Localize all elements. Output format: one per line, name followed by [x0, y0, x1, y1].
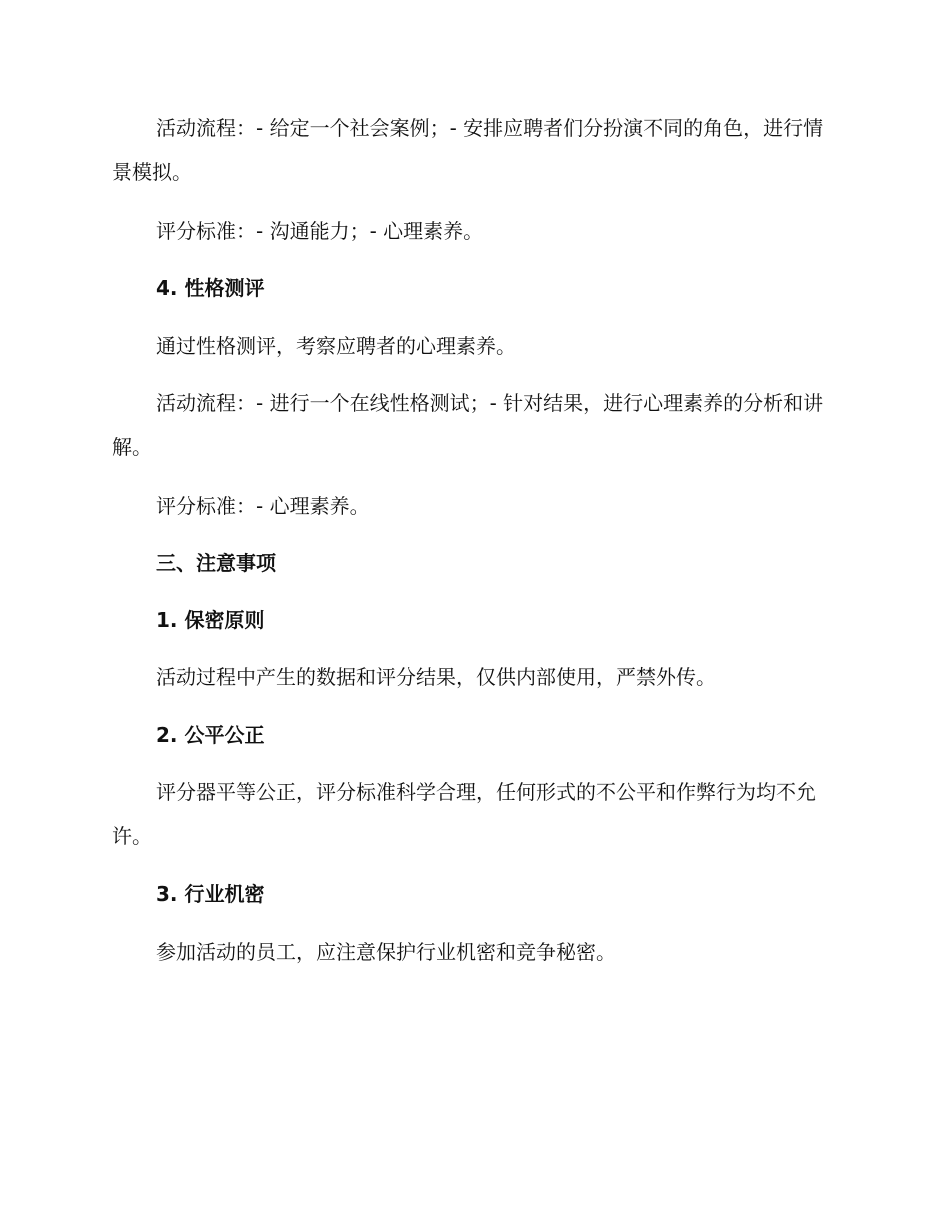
section-heading-confidentiality: 1. 保密原则	[156, 608, 265, 632]
scoring-criteria-paragraph-1: 评分标准：- 沟通能力；- 心理素养。	[156, 219, 484, 243]
scoring-criteria-paragraph-2: 评分标准：- 心理素养。	[156, 494, 370, 518]
fairness-paragraph: 评分器平等公正，评分标准科学合理，任何形式的不公平和作弊行为均不允许。	[112, 780, 816, 848]
section-heading-notes: 三、注意事项	[156, 551, 276, 575]
section-heading-fairness: 2. 公平公正	[156, 723, 265, 747]
activity-process-paragraph-2: 活动流程：- 进行一个在线性格测试；- 针对结果，进行心理素养的分析和讲解。	[112, 391, 824, 459]
personality-test-intro-paragraph: 通过性格测评，考察应聘者的心理素养。	[156, 334, 516, 358]
industry-secrets-paragraph: 参加活动的员工，应注意保护行业机密和竞争秘密。	[156, 940, 616, 964]
confidentiality-paragraph: 活动过程中产生的数据和评分结果，仅供内部使用，严禁外传。	[156, 665, 716, 689]
section-heading-industry-secrets: 3. 行业机密	[156, 882, 265, 906]
activity-process-paragraph-1: 活动流程：- 给定一个社会案例；- 安排应聘者们分扮演不同的角色，进行情景模拟。	[112, 116, 824, 184]
section-heading-personality-test: 4. 性格测评	[156, 276, 265, 300]
